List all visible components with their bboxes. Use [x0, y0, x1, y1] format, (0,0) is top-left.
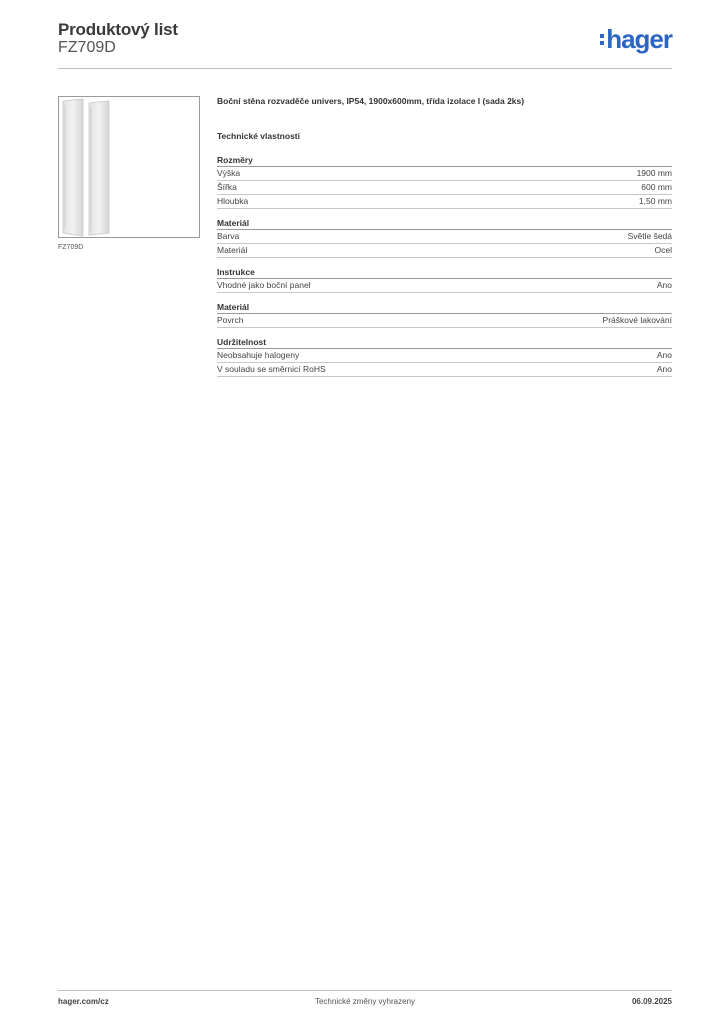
logo-mark-icon: [600, 34, 604, 45]
property-label: Materiál: [217, 245, 248, 255]
property-section: [217, 155, 672, 209]
logo-text: hager: [606, 24, 672, 54]
property-label: Výška: [217, 168, 241, 178]
property-row: [217, 167, 672, 181]
header-divider: [58, 68, 672, 69]
technical-properties-heading: Technické vlastnosti: [217, 131, 300, 141]
property-value: 1900 mm: [636, 168, 672, 178]
product-code: FZ709D: [58, 39, 116, 56]
property-section: [217, 337, 672, 377]
property-row: [217, 279, 672, 293]
section-title: Materiál: [217, 302, 672, 314]
property-label: Barva: [217, 231, 240, 241]
property-value: Ano: [656, 364, 672, 374]
section-title: Udržitelnost: [217, 337, 672, 349]
footer-website-link[interactable]: hager.com/cz: [58, 997, 109, 1006]
property-row: [217, 230, 672, 244]
section-title: Rozměry: [217, 155, 672, 167]
document-title: Produktový list: [58, 20, 178, 39]
property-row: [217, 195, 672, 209]
footer-date: 06.09.2025: [631, 997, 672, 1006]
property-section: [217, 267, 672, 293]
product-description: Boční stěna rozvaděče univers, IP54, 1900x600mm, třída izolace I (sada 2ks): [217, 96, 525, 106]
property-section: [217, 218, 672, 258]
property-label: Hloubka: [217, 196, 249, 206]
product-image: [58, 96, 200, 238]
property-label: Neobsahuje halogeny: [217, 350, 300, 360]
property-value: Práškové lakování: [602, 315, 672, 325]
property-label: V souladu se směrnicí RoHS: [217, 364, 326, 374]
page-header: [58, 20, 672, 68]
footer-divider: [58, 990, 672, 991]
footer-note: Technické změny vyhrazeny: [314, 997, 416, 1006]
property-row: [217, 363, 672, 377]
property-label: Šířka: [217, 182, 237, 192]
property-value: 600 mm: [641, 182, 672, 192]
property-sections: [217, 155, 672, 377]
property-value: Ano: [656, 280, 672, 290]
product-details: [217, 96, 672, 386]
side-panel-pair-icon: [59, 97, 199, 237]
property-label: Vhodné jako boční panel: [217, 280, 311, 290]
property-row: [217, 314, 672, 328]
property-row: [217, 244, 672, 258]
section-title: Instrukce: [217, 267, 672, 279]
property-value: Ocel: [654, 245, 672, 255]
property-row: [217, 181, 672, 195]
page-footer: [58, 997, 672, 1009]
property-value: 1,50 mm: [638, 196, 672, 206]
product-image-caption: FZ709D: [58, 244, 84, 251]
property-value: Ano: [656, 350, 672, 360]
property-value: Světle šedá: [627, 231, 672, 241]
property-row: [217, 349, 672, 363]
hager-logo: [600, 25, 672, 53]
section-title: Materiál: [217, 218, 672, 230]
property-label: Povrch: [217, 315, 244, 325]
property-section: [217, 302, 672, 328]
